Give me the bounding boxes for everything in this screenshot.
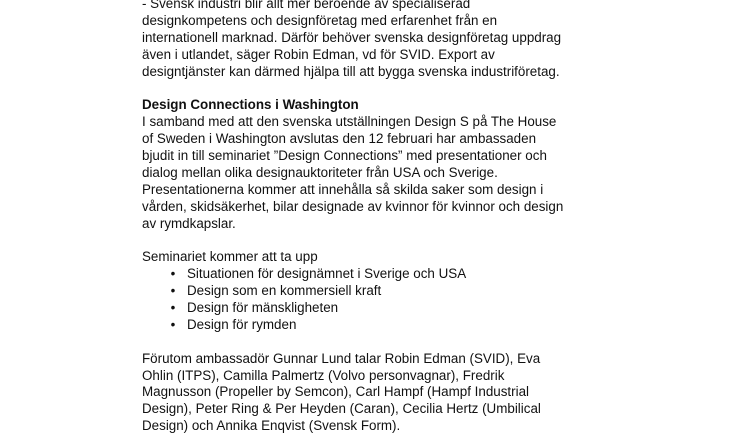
list-item: [142, 300, 612, 317]
paragraph-spacer: [142, 80, 612, 97]
paragraph-line: designkompetens och designföretag med erfarenhet från en: [142, 12, 498, 28]
intro-paragraph: [142, 0, 612, 80]
bullet-icon: •: [170, 316, 176, 332]
list-intro: Seminariet kommer att ta upp: [142, 249, 318, 265]
section-heading: Design Connections i Washington: [142, 97, 359, 113]
bullet-icon: •: [170, 283, 176, 299]
bullet-icon: •: [170, 300, 176, 316]
paragraph-line: designtjänster kan därmed hjälpa till att bygga svenska industriföretag.: [142, 63, 560, 79]
paragraph-line: av rymdkapslar.: [142, 215, 236, 231]
list-item-text: Design som en kommersiell kraft: [187, 283, 382, 299]
paragraph-line: Design) och Annika Enqvist (Svensk Form).: [142, 418, 401, 434]
paragraph-line: Förutom ambassadör Gunnar Lund talar Robin Edman (SVID), Eva: [142, 350, 541, 366]
bullet-list: [142, 266, 612, 334]
list-item: [142, 283, 612, 300]
paragraph-line: vården, skidsäkerhet, bilar designade av kvinnor för kvinnor och design: [142, 198, 564, 214]
paragraph-line: Magnusson (Propeller by Semcon), Carl Hampf (Hampf Industrial: [142, 384, 529, 400]
paragraph-line: Design), Peter Ring & Per Heyden (Caran), Cecilia Hertz (Umbilical: [142, 401, 541, 417]
document-body: [142, 0, 612, 435]
section-design-connections: [142, 97, 612, 232]
list-item-text: Design för rymden: [187, 316, 297, 332]
paragraph-line: of Sweden i Washington avslutas den 12 februari har ambassaden: [142, 131, 537, 147]
paragraph-line: Presentationerna kommer att innehålla så skilda saker som design i: [142, 181, 544, 197]
paragraph-line: Ohlin (ITPS), Camilla Palmertz (Volvo personvagnar), Fredrik: [142, 367, 505, 383]
speakers-paragraph: [142, 351, 612, 435]
list-item-text: Design för mänskligheten: [187, 300, 339, 316]
list-item-text: Situationen för designämnet i Sverige och USA: [187, 266, 467, 282]
list-item: [142, 317, 612, 334]
list-item: [142, 266, 612, 283]
seminar-topics: [142, 249, 612, 333]
paragraph-spacer: [142, 334, 612, 351]
paragraph-line: - Svensk industri blir allt mer beroende av specialiserad: [142, 0, 471, 11]
paragraph-line: bjudit in till seminariet ”Design Connections” med presentationer och: [142, 148, 547, 164]
bullet-icon: •: [170, 266, 176, 282]
paragraph-line: internationell marknad. Därför behöver svenska designföretag uppdrag: [142, 29, 562, 45]
paragraph-line: I samband med att den svenska utställningen Design S på The House: [142, 114, 557, 130]
paragraph-line: dialog mellan olika designauktoriteter från USA och Sverige.: [142, 164, 498, 180]
paragraph-spacer: [142, 232, 612, 249]
paragraph-line: även i utlandet, säger Robin Edman, vd för SVID. Export av: [142, 46, 495, 62]
